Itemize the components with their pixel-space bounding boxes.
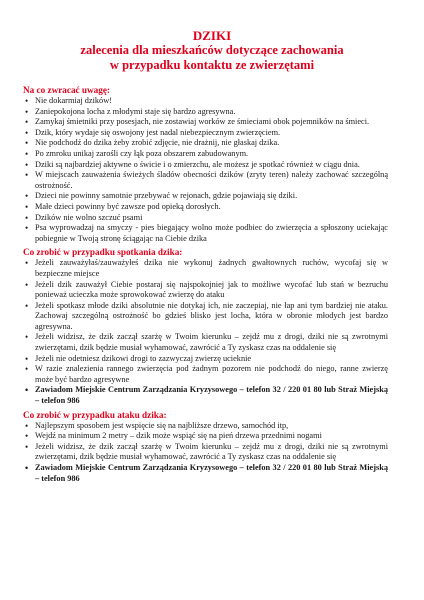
list-item: • Jeżeli nie odetniesz dzikowi drogi to zazwyczaj zwierzę ucieknie [23, 354, 388, 365]
list-item: • Zaniepokojona locha z młodymi staje się bardzo agresywna. [23, 107, 388, 118]
contact-info-item: • Zawiadom Miejskie Centrum Zarządzania Kryzysowego – telefon 32 / 220 01 80 lub Straż Miejską – telefon 986 [23, 385, 388, 406]
list-item: • Nie podchodź do dzika żeby zrobić zdjęcie, nie drażnij, nie głaskaj dzika. [23, 138, 388, 149]
list-item: • Nie dokarmiaj dzików! [23, 96, 388, 107]
section-heading: Co zrobić w przypadku spotkania dzika: [23, 247, 183, 258]
sections-container [23, 85, 388, 484]
list-item: • Wejdź na minimum 2 metry – dzik może wspiąć się na pień drzewa przednimi nogami [23, 431, 388, 442]
list-item: • W razie znalezienia rannego zwierzęcia pod żadnym pozorem nie podchodź do niego, ranne zwierzę może być bardzo agresywne [23, 364, 388, 385]
list-item: • Jeżeli widzisz, że dzik zaczął szarżę w Twoim kierunku – zejdź mu z drogi, dziki nie są zwrotnymi zwierzętami, dzik będzie musiał wyhamować, zawrócić a Ty zyskasz czas na oddalenie się [23, 442, 388, 463]
list-item: • Dzików nie wolno szczuć psami [23, 213, 388, 224]
list-item: • Małe dzieci powinny być zawsze pod opieką dorosłych. [23, 202, 388, 213]
list-item: • Zamykaj śmietniki przy posesjach, nie zostawiaj worków ze śmieciami obok pojemników na śmieci. [23, 117, 388, 128]
list-item: • Po zmroku unikaj zarośli czy łąk poza obszarem zabudowanym. [23, 149, 388, 160]
section-heading: Co zrobić w przypadku ataku dzika: [23, 409, 167, 420]
list-item: • Jeżeli dzik zauważył Ciebie postaraj się najspokojniej jak to możliwe wycofać lub stań w bezruchu ponieważ ucieczka może sprowokować zwierzę do ataku [23, 280, 388, 301]
list-item: • Jeżeli widzisz, że dzik zaczął szarżę w Twoim kierunku – zejdź mu z drogi, dziki nie są zwrotnymi zwierzętami, dzik będzie musiał wyhamować, zawrócić a Ty zyskasz czas na oddalenie się [23, 332, 388, 353]
list-item: • Dzik, który wydaje się oswojony jest nadal niebezpiecznym zwierzęciem. [23, 128, 388, 139]
document-title: DZIKI [192, 28, 232, 43]
document-subtitle-line-1: zalecenia dla mieszkańców dotyczące zachowania [80, 43, 344, 57]
list-item: • Najlepszym sposobem jest wspięcie się na najbliższe drzewo, samochód itp, [23, 421, 388, 432]
list-item: • Jeżeli zauważyłaś/zauważyłeś dzika nie wykonuj żadnych gwałtownych ruchów, wycofaj się w bezpieczne miejsce [23, 258, 388, 279]
bullet-list [23, 96, 388, 244]
list-item: • Psa wyprowadzaj na smyczy - pies biegający wolno może podbiec do zwierzęcia a spłoszony uciekając pobiegnie w Twoją stronę ściągając na Ciebie dzika [23, 223, 388, 244]
list-item: • Dzieci nie powinny samotnie przebywać w rejonach, gdzie pojawiają się dziki. [23, 191, 388, 202]
section-0 [23, 85, 388, 244]
section-heading: Na co zwracać uwagę: [23, 85, 110, 95]
list-item: • Jeżeli spotkasz młode dziki absolutnie nie dotykaj ich, nie zaczepiaj, nie łap ani tym bardziej nie ataku. Zachowaj szczególną ostrożność bo gdzieś blisko jest locha, która w obronie młodych jest bardzo agresywna. [23, 301, 388, 333]
document-subtitle-line-2: w przypadku kontaktu ze zwierzętami [109, 58, 315, 72]
bullet-list [23, 421, 388, 485]
list-item: • W miejscach zauważenia świeżych śladów obecności dzików (zryty teren) należy zachować szczególną ostrożność. [23, 170, 388, 191]
list-item: • Dziki są najbardziej aktywne o świcie i o zmierzchu, ale możesz je spotkać również w ciągu dnia. [23, 160, 388, 171]
bullet-list [23, 258, 388, 406]
title-block [36, 28, 388, 73]
section-2 [23, 410, 388, 485]
contact-info-item: • Zawiadom Miejskie Centrum Zarządzania Kryzysowego – telefon 32 / 220 01 80 lub Straż Miejską – telefon 986 [23, 463, 388, 484]
section-1 [23, 247, 388, 406]
